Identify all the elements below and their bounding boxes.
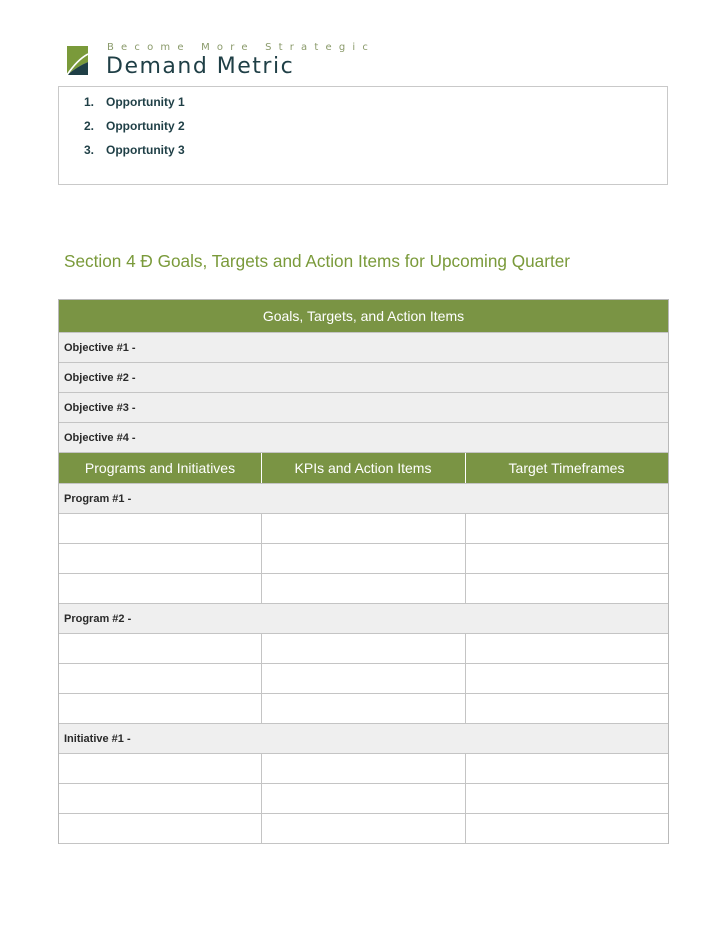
table-row [59,784,668,814]
cell-divider [261,514,262,543]
cell-divider [465,754,466,783]
column-header: Programs and Initiatives [84,460,236,476]
section-title: Section 4 Ð Goals, Targets and Action Items for Upcoming Quarter [64,251,570,271]
group-row [59,724,668,754]
group-row-label: Initiative #1 - [64,732,131,745]
table-row [59,514,668,544]
objective-row-label: Objective #4 - [64,431,136,444]
logo-tagline: Become More Strategic [107,42,376,53]
cell-divider [465,634,466,663]
table-row [59,574,668,604]
table-row [59,664,668,694]
table-row [59,544,668,574]
cell-divider [261,814,262,843]
opportunity-item [84,93,185,117]
opportunity-label: Opportunity 3 [106,143,185,157]
opportunity-label: Opportunity 1 [106,95,185,109]
cell-divider [465,784,466,813]
cell-divider [261,664,262,693]
table-row [59,754,668,784]
opportunity-label: Opportunity 2 [106,119,185,133]
cell-divider [465,574,466,603]
opportunity-number: 3. [84,143,95,157]
cell-divider [465,814,466,843]
objective-row [59,333,668,363]
table-row [59,814,668,844]
objective-row-label: Objective #2 - [64,371,136,384]
objective-row [59,393,668,423]
cell-divider [261,694,262,723]
opportunities-list [84,93,185,165]
table-header [59,300,668,333]
cell-divider [465,514,466,543]
group-row-label: Program #1 - [64,492,132,505]
opportunity-number: 1. [84,95,95,109]
objective-row-label: Objective #3 - [64,401,136,414]
column-header-row [59,453,668,484]
opportunity-number: 2. [84,119,95,133]
column-header: Target Timeframes [508,460,625,476]
cell-divider [465,664,466,693]
table-row [59,694,668,724]
cell-divider [261,544,262,573]
cell-divider [261,574,262,603]
group-row-label: Program #2 - [64,612,132,625]
cell-divider [261,784,262,813]
opportunity-item [84,141,185,165]
cell-divider [261,634,262,663]
cell-divider [465,694,466,723]
table-row [59,634,668,664]
logo [64,40,376,80]
table-header-title: Goals, Targets, and Action Items [262,308,465,324]
column-divider [465,453,466,483]
cell-divider [261,754,262,783]
demand-metric-leaf-icon [64,42,94,78]
group-row [59,484,668,514]
cell-divider [465,544,466,573]
opportunity-item [84,117,185,141]
column-divider [261,453,262,483]
group-row [59,604,668,634]
objective-row-label: Objective #1 - [64,341,136,354]
logo-brand-name: Demand Metric [106,54,295,79]
goals-table [58,299,669,844]
column-header: KPIs and Action Items [294,460,432,476]
objective-row [59,423,668,453]
objective-row [59,363,668,393]
